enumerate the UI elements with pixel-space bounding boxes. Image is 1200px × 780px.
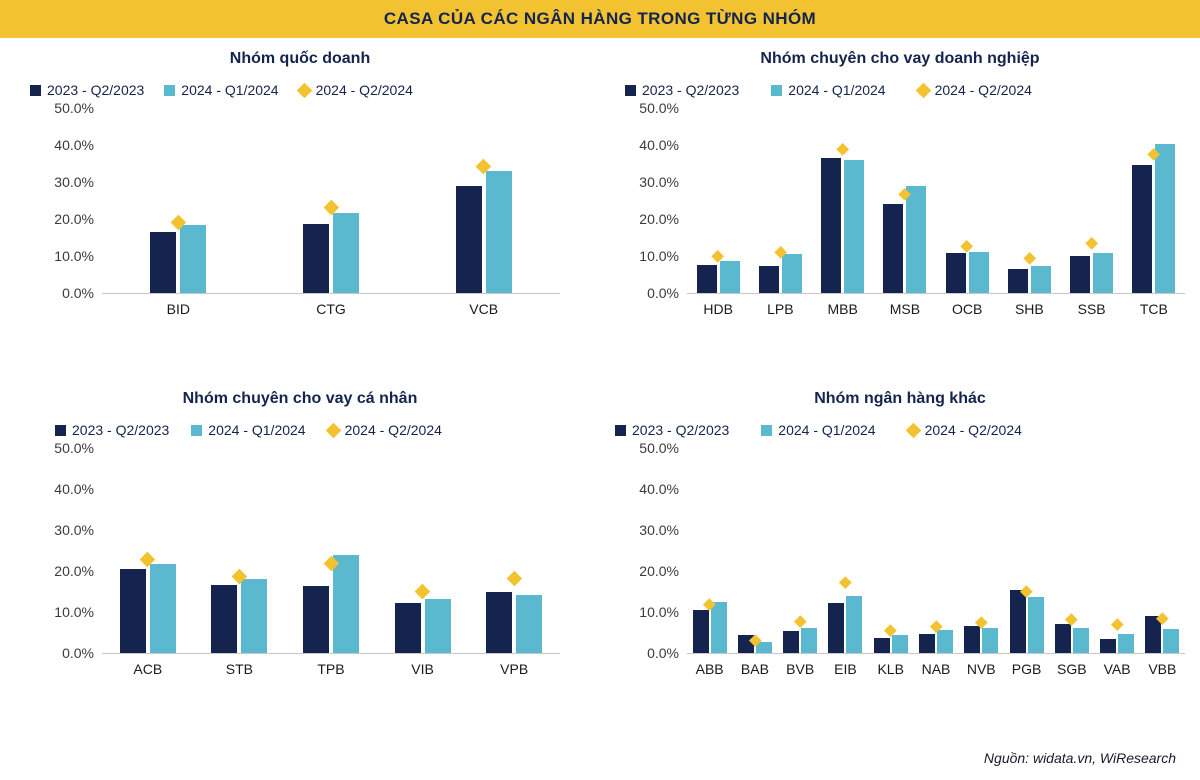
y-axis-tick-label: 50.0%	[639, 100, 679, 116]
plot-area	[625, 100, 1185, 323]
chart-title: Nhóm quốc doanh	[229, 50, 371, 67]
source-note: Nguồn: widata.vn, WiResearch	[983, 750, 1176, 766]
bar-series-q1-2024	[906, 186, 926, 293]
x-axis-tick-label: KLB	[877, 661, 904, 677]
legend-square-teal-icon	[191, 425, 202, 436]
bar-series-q1-2024	[937, 630, 953, 653]
bar-series-q1-2024	[1155, 144, 1175, 293]
marker-series-q2-2024	[836, 143, 849, 156]
bar-group	[407, 108, 560, 293]
bar-series-q1-2024	[801, 628, 817, 653]
legend-label-series2: 2024 - Q1/2024	[788, 82, 886, 98]
y-axis-tick-label: 0.0%	[62, 645, 94, 661]
bar-series-2023	[964, 626, 980, 653]
y-axis-tick-label: 20.0%	[54, 563, 94, 579]
bar-series-2023	[1010, 590, 1026, 653]
x-axis-tick-label: ACB	[133, 661, 163, 677]
bar-series-2023	[821, 158, 841, 293]
legend-label-series1: 2023 - Q2/2023	[632, 422, 730, 438]
bar-group	[823, 448, 868, 653]
bar-series-2023	[783, 631, 799, 653]
bar-group	[812, 108, 874, 293]
y-axis-tick-label: 30.0%	[639, 174, 679, 190]
plot-area	[40, 100, 560, 323]
marker-series-q2-2024	[1066, 613, 1078, 625]
legend-diamond-icon	[905, 422, 921, 438]
marker-series-q2-2024	[1085, 237, 1098, 250]
bar-group	[749, 108, 811, 293]
chart-panel-quoc-doanh	[0, 38, 600, 378]
y-axis-tick-label: 0.0%	[647, 645, 679, 661]
bars-area	[687, 448, 1185, 683]
bar-group	[778, 448, 823, 653]
bar-series-q1-2024	[1118, 634, 1134, 653]
y-axis-tick-label: 50.0%	[639, 440, 679, 456]
charts-grid	[0, 38, 1200, 738]
plot-area	[625, 440, 1185, 683]
bars-area	[102, 448, 560, 683]
y-axis-tick-label: 0.0%	[647, 285, 679, 301]
x-axis-tick-label: STB	[225, 661, 253, 677]
legend-item-series3	[328, 422, 442, 438]
bar-series-q1-2024	[1031, 266, 1051, 293]
x-axis-tick-label: MSB	[889, 301, 921, 317]
bar-series-2023	[120, 569, 146, 653]
x-axis-tick-label: BVB	[786, 661, 815, 677]
bar-group	[1140, 448, 1185, 653]
marker-series-q2-2024	[1023, 252, 1036, 265]
legend-square-teal-icon	[761, 425, 772, 436]
legend-item-series2	[191, 422, 305, 438]
bar-group	[687, 448, 732, 653]
bar-group	[377, 448, 469, 653]
bar-series-q1-2024	[1028, 597, 1044, 653]
chart-legend	[55, 422, 600, 438]
legend-square-navy-icon	[55, 425, 66, 436]
chart-legend	[30, 82, 600, 98]
bar-series-q1-2024	[333, 555, 359, 653]
bar-group	[1049, 448, 1094, 653]
y-axis-tick-label: 50.0%	[54, 100, 94, 116]
legend-item-series2	[761, 422, 875, 438]
chart-legend	[615, 422, 1200, 438]
x-axis-tick-label: BAB	[740, 661, 769, 677]
marker-series-q2-2024	[415, 583, 430, 598]
y-axis-tick-label: 50.0%	[54, 440, 94, 456]
bar-series-2023	[211, 585, 237, 653]
bar-group	[468, 448, 560, 653]
bar-series-2023	[486, 592, 512, 653]
y-axis-tick-label: 30.0%	[54, 522, 94, 538]
legend-label-series3: 2024 - Q2/2024	[924, 422, 1022, 438]
legend-diamond-icon	[325, 422, 341, 438]
legend-diamond-icon	[296, 82, 312, 98]
legend-label-series1: 2023 - Q2/2023	[642, 82, 740, 98]
legend-square-navy-icon	[615, 425, 626, 436]
bar-series-q1-2024	[720, 261, 740, 293]
x-axis-tick-label: VPB	[500, 661, 529, 677]
bar-series-2023	[693, 610, 709, 653]
y-axis-tick-label: 0.0%	[62, 285, 94, 301]
legend-label-series2: 2024 - Q1/2024	[181, 82, 279, 98]
legend-item-series1	[30, 82, 144, 98]
x-axis-tick-label: HDB	[703, 301, 733, 317]
header-banner	[0, 0, 1200, 38]
bar-group	[285, 448, 377, 653]
chart-panel-ngan-hang-khac	[600, 378, 1200, 728]
x-axis-tick-label: VCB	[469, 301, 499, 317]
y-axis-tick-label: 30.0%	[639, 522, 679, 538]
bar-series-2023	[946, 253, 966, 293]
bar-series-q1-2024	[241, 579, 267, 653]
x-axis-tick-label: NVB	[966, 661, 996, 677]
chart-panel-cho-vay-ca-nhan	[0, 378, 600, 728]
legend-square-navy-icon	[30, 85, 41, 96]
legend-label-series2: 2024 - Q1/2024	[778, 422, 876, 438]
bar-group	[102, 108, 255, 293]
bar-group	[255, 108, 408, 293]
y-axis-tick-label: 20.0%	[639, 563, 679, 579]
y-axis-tick-label: 40.0%	[54, 137, 94, 153]
bar-group	[874, 108, 936, 293]
bar-series-2023	[1070, 256, 1090, 293]
y-axis-tick-label: 10.0%	[54, 604, 94, 620]
x-axis-tick-label: SHB	[1014, 301, 1044, 317]
bar-group	[936, 108, 998, 293]
chart-title: Nhóm chuyên cho vay doanh nghiệp	[760, 50, 1040, 67]
y-axis-tick-label: 20.0%	[54, 211, 94, 227]
marker-series-q2-2024	[1111, 618, 1123, 630]
bar-series-q1-2024	[846, 596, 862, 653]
bar-series-q1-2024	[1073, 628, 1089, 653]
legend-item-series1	[625, 82, 739, 98]
bars-area	[687, 108, 1185, 323]
bar-series-2023	[1055, 624, 1071, 653]
bar-group	[868, 448, 913, 653]
bar-series-2023	[1100, 639, 1116, 653]
y-axis-tick-label: 10.0%	[639, 604, 679, 620]
y-axis-tick-label: 40.0%	[54, 481, 94, 497]
bar-series-q1-2024	[982, 628, 998, 653]
x-axis-tick-label: BID	[166, 301, 190, 317]
bar-group	[998, 108, 1060, 293]
chart-legend	[625, 82, 1200, 98]
bars-area	[102, 108, 560, 323]
bar-series-q1-2024	[516, 595, 542, 653]
bar-series-q1-2024	[969, 252, 989, 293]
y-axis-labels	[625, 100, 687, 323]
bar-series-q1-2024	[711, 602, 727, 653]
bar-series-2023	[759, 266, 779, 293]
x-axis-tick-label: NAB	[921, 661, 951, 677]
x-axis-tick-label: EIB	[834, 661, 857, 677]
bar-series-q1-2024	[425, 599, 451, 653]
marker-series-q2-2024	[794, 615, 806, 627]
bar-series-2023	[303, 586, 329, 653]
bar-series-q1-2024	[892, 635, 908, 653]
y-axis-tick-label: 40.0%	[639, 137, 679, 153]
y-axis-tick-label: 40.0%	[639, 481, 679, 497]
bar-series-2023	[919, 634, 935, 653]
x-axis-tick-label: OCB	[951, 301, 983, 317]
bar-series-q1-2024	[486, 171, 512, 293]
legend-square-navy-icon	[625, 85, 636, 96]
y-axis-tick-label: 10.0%	[54, 248, 94, 264]
bar-series-2023	[303, 224, 329, 293]
legend-label-series2: 2024 - Q1/2024	[208, 422, 306, 438]
legend-item-series1	[615, 422, 729, 438]
bar-series-q1-2024	[1163, 629, 1179, 653]
y-axis-tick-label: 20.0%	[639, 211, 679, 227]
x-axis-tick-label: VAB	[1103, 661, 1131, 677]
x-axis-tick-label: CTG	[316, 301, 346, 317]
plot-area	[40, 440, 560, 683]
bar-group	[1061, 108, 1123, 293]
bar-series-2023	[874, 638, 890, 653]
legend-label-series3: 2024 - Q2/2024	[344, 422, 442, 438]
bar-group	[102, 448, 194, 653]
bar-series-2023	[1008, 269, 1028, 293]
bar-series-q1-2024	[150, 564, 176, 653]
bar-group	[1004, 448, 1049, 653]
y-axis-tick-label: 10.0%	[639, 248, 679, 264]
bar-series-q1-2024	[333, 213, 359, 293]
legend-square-teal-icon	[771, 85, 782, 96]
chart-panel-cho-vay-doanh-nghiep	[600, 38, 1200, 378]
y-axis-labels	[40, 100, 102, 323]
legend-item-series1	[55, 422, 169, 438]
bar-group	[959, 448, 1004, 653]
bar-series-2023	[697, 265, 717, 293]
bar-group	[913, 448, 958, 653]
legend-item-series2	[164, 82, 278, 98]
bar-group	[1094, 448, 1139, 653]
marker-series-q2-2024	[507, 571, 522, 586]
page-title: CASA CỦA CÁC NGÂN HÀNG TRONG TỪNG NHÓM	[383, 9, 817, 28]
y-axis-labels	[625, 440, 687, 683]
x-axis-tick-label: ABB	[695, 661, 724, 677]
bar-group	[1123, 108, 1185, 293]
x-axis-tick-label: MBB	[827, 301, 858, 317]
legend-item-series3	[299, 82, 413, 98]
chart-title: Nhóm ngân hàng khác	[814, 390, 986, 407]
legend-diamond-icon	[915, 82, 931, 98]
legend-label-series1: 2023 - Q2/2023	[47, 82, 145, 98]
y-axis-labels	[40, 440, 102, 683]
bar-series-q1-2024	[180, 225, 206, 293]
x-axis-tick-label: PGB	[1011, 661, 1042, 677]
x-axis-tick-label: SSB	[1077, 301, 1106, 317]
x-axis-tick-label: SGB	[1057, 661, 1087, 677]
legend-square-teal-icon	[164, 85, 175, 96]
y-axis-tick-label: 30.0%	[54, 174, 94, 190]
bar-group	[687, 108, 749, 293]
bar-series-2023	[883, 204, 903, 293]
bar-group	[732, 448, 777, 653]
bar-series-2023	[828, 603, 844, 653]
x-axis-tick-label: TPB	[317, 661, 345, 677]
legend-item-series3	[908, 422, 1022, 438]
bar-series-q1-2024	[782, 254, 802, 293]
legend-item-series2	[771, 82, 885, 98]
legend-item-series3	[918, 82, 1032, 98]
bar-series-q1-2024	[844, 160, 864, 293]
legend-label-series3: 2024 - Q2/2024	[315, 82, 413, 98]
x-axis-tick-label: LPB	[767, 301, 794, 317]
legend-label-series1: 2023 - Q2/2023	[72, 422, 170, 438]
bar-series-2023	[456, 186, 482, 293]
chart-title: Nhóm chuyên cho vay cá nhân	[182, 390, 418, 407]
legend-label-series3: 2024 - Q2/2024	[934, 82, 1032, 98]
bar-group	[194, 448, 286, 653]
bar-series-2023	[1132, 165, 1152, 293]
x-axis-tick-label: VIB	[411, 661, 434, 677]
x-axis-tick-label: VBB	[1148, 661, 1177, 677]
x-axis-tick-label: TCB	[1139, 301, 1168, 317]
bar-series-q1-2024	[1093, 253, 1113, 293]
marker-series-q2-2024	[839, 576, 851, 588]
bar-series-2023	[395, 603, 421, 653]
bar-series-2023	[150, 232, 176, 293]
